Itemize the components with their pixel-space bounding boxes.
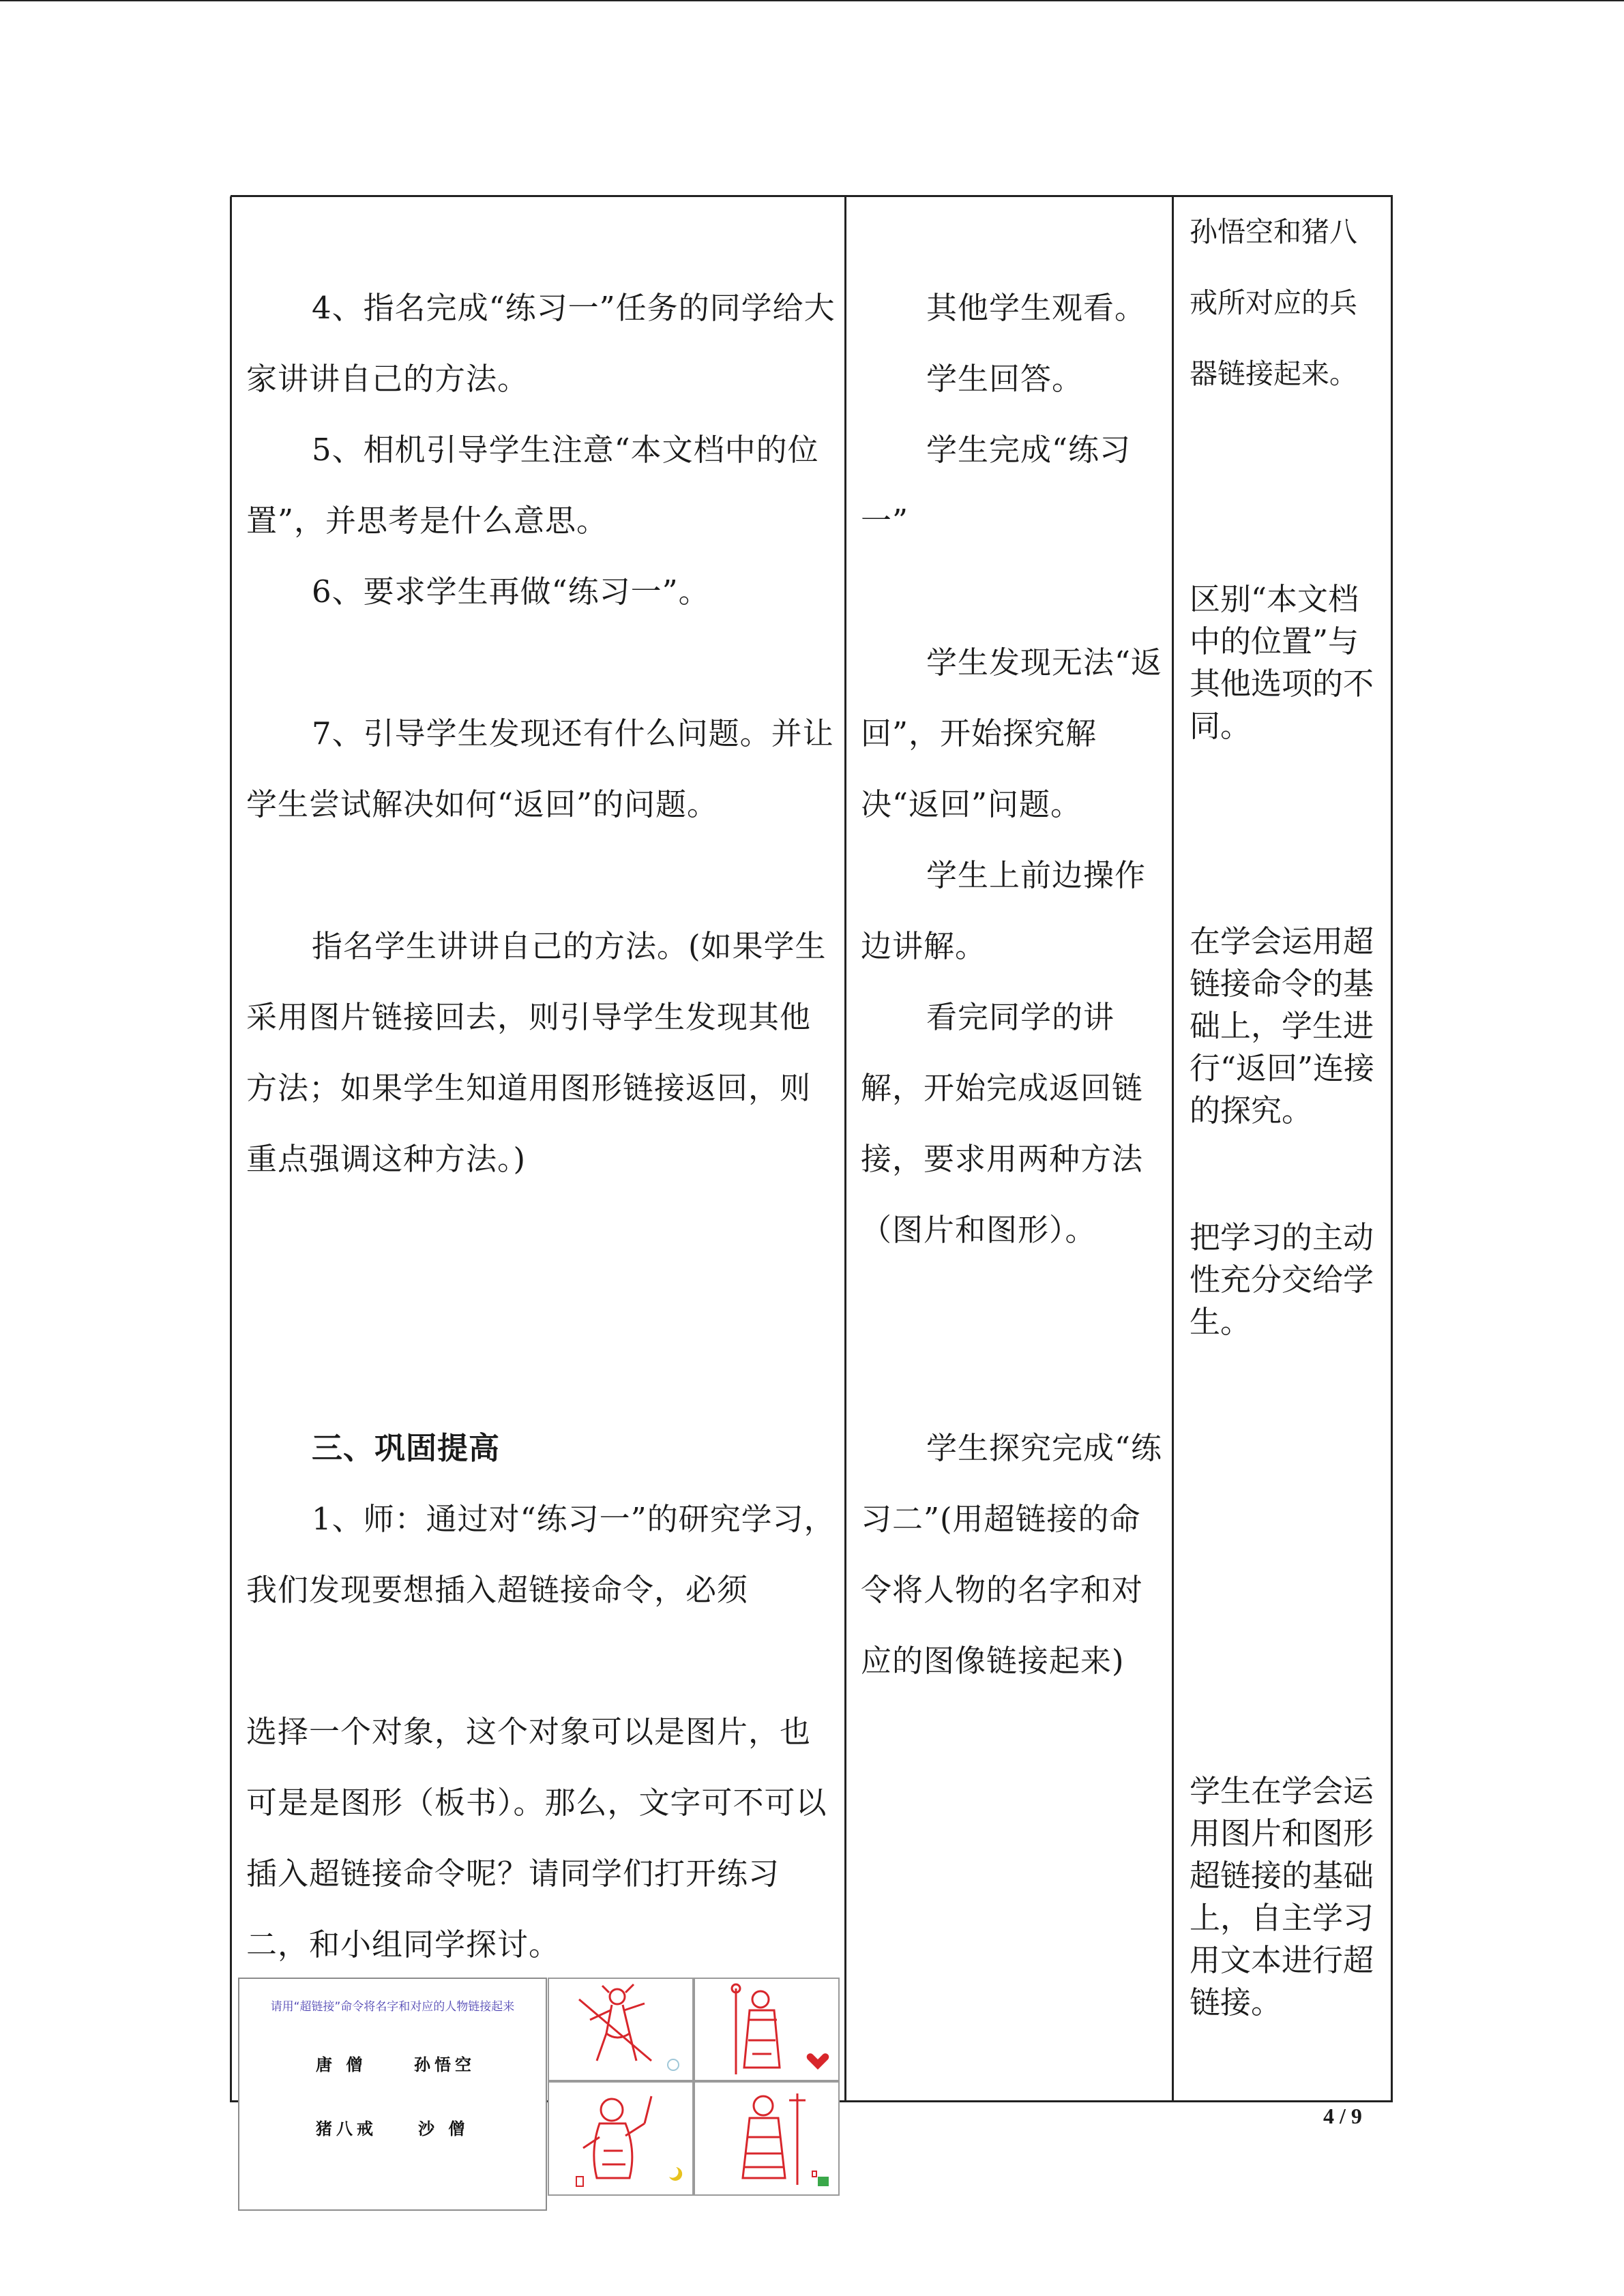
step-7-method-text: 指名学生讲讲自己的方法。(如果学生采用图片链接回去，则引导学生发现其他方法；如果学生知道用图形链接返回，则重点强调这种方法。): [246, 928, 827, 1177]
names-panel: [238, 1978, 547, 2211]
step-5-text: 5、相机引导学生注意“本文档中的位置”，并思考是什么意思。: [246, 432, 819, 539]
part-1-text-a: 1、师：通过对“练习一”的研究学习，我们发现要想插入超链接命令，必须: [246, 1501, 836, 1608]
teacher-activity-column: [233, 196, 845, 2102]
intent-text-b: 区别“本文档中的位置”与其他选项的不同。: [1190, 581, 1374, 744]
name-zhu-bajie: 猪八戒: [316, 2119, 377, 2138]
student-text-e: 学生上前边操作边讲解。: [861, 857, 1147, 964]
name-sha-seng: 沙 僧: [418, 2119, 469, 2138]
name-tang-seng: 唐 僧: [316, 2055, 367, 2074]
page-number: 4 / 9: [1323, 2104, 1362, 2128]
table-left-border: [230, 196, 232, 2102]
sha-seng-figure-icon: [695, 2083, 838, 2194]
part-1-text-b: 选择一个对象，这个对象可以是图片，也可是是图形（板书）。那么，文字可不可以插入超链接命令呢？请同学们打开练习二，和小组同学探讨。: [246, 1714, 827, 1963]
design-intent-column: [1175, 196, 1391, 2102]
student-text-b: 学生回答。: [926, 361, 1084, 397]
intent-text-a: 孙悟空和猪八戒所对应的兵器链接起来。: [1190, 215, 1357, 390]
table-right-border: [1391, 196, 1393, 2102]
student-text-c: 学生完成“练习一”: [861, 432, 1132, 539]
student-text-a: 其他学生观看。: [926, 290, 1147, 326]
section-title: 三、巩固提高: [312, 1430, 501, 1466]
student-text-f: 看完同学的讲解，开始完成返回链接，要求用两种方法（图片和图形）。: [861, 999, 1144, 1248]
character-picture-4: [694, 2081, 840, 2196]
step-6-text: 6、要求学生再做“练习一”。: [312, 573, 710, 610]
page-top-border: [0, 0, 1624, 1]
student-text-g: 学生探究完成“练习二”(用超链接的命令将人物的名字和对应的图像链接起来): [861, 1430, 1163, 1679]
intent-text-d: 把学习的主动性充分交给学生。: [1190, 1219, 1374, 1340]
character-picture-3: [548, 2081, 694, 2196]
pig-figure-icon: [549, 2083, 692, 2194]
character-picture-2: [694, 1978, 840, 2081]
student-text-d: 学生发现无法“返回”，开始探究解决“返回”问题。: [861, 644, 1163, 822]
intent-text-c: 在学会运用超链接命令的基础上，学生进行“返回”连接的探究。: [1190, 923, 1375, 1129]
exercise-title: 请用“超链接”命令将名字和对应的人物链接起来: [270, 2000, 515, 2014]
monk-figure-icon: [695, 1979, 838, 2080]
step-7-text: 7、引导学生发现还有什么问题。并让学生尝试解决如何“返回”的问题。: [246, 715, 834, 822]
intent-text-e: 学生在学会运用图片和图形超链接的基础上，自主学习用文本进行超链接。: [1190, 1773, 1374, 2021]
monkey-figure-icon: [549, 1979, 692, 2080]
character-picture-1: [548, 1978, 694, 2081]
student-activity-column: [847, 196, 1172, 2102]
name-sun-wukong: 孙悟空: [414, 2055, 475, 2074]
step-4-text: 4、指名完成“练习一”任务的同学给大家讲讲自己的方法。: [246, 290, 836, 397]
exercise-two-image: [238, 1978, 840, 2211]
